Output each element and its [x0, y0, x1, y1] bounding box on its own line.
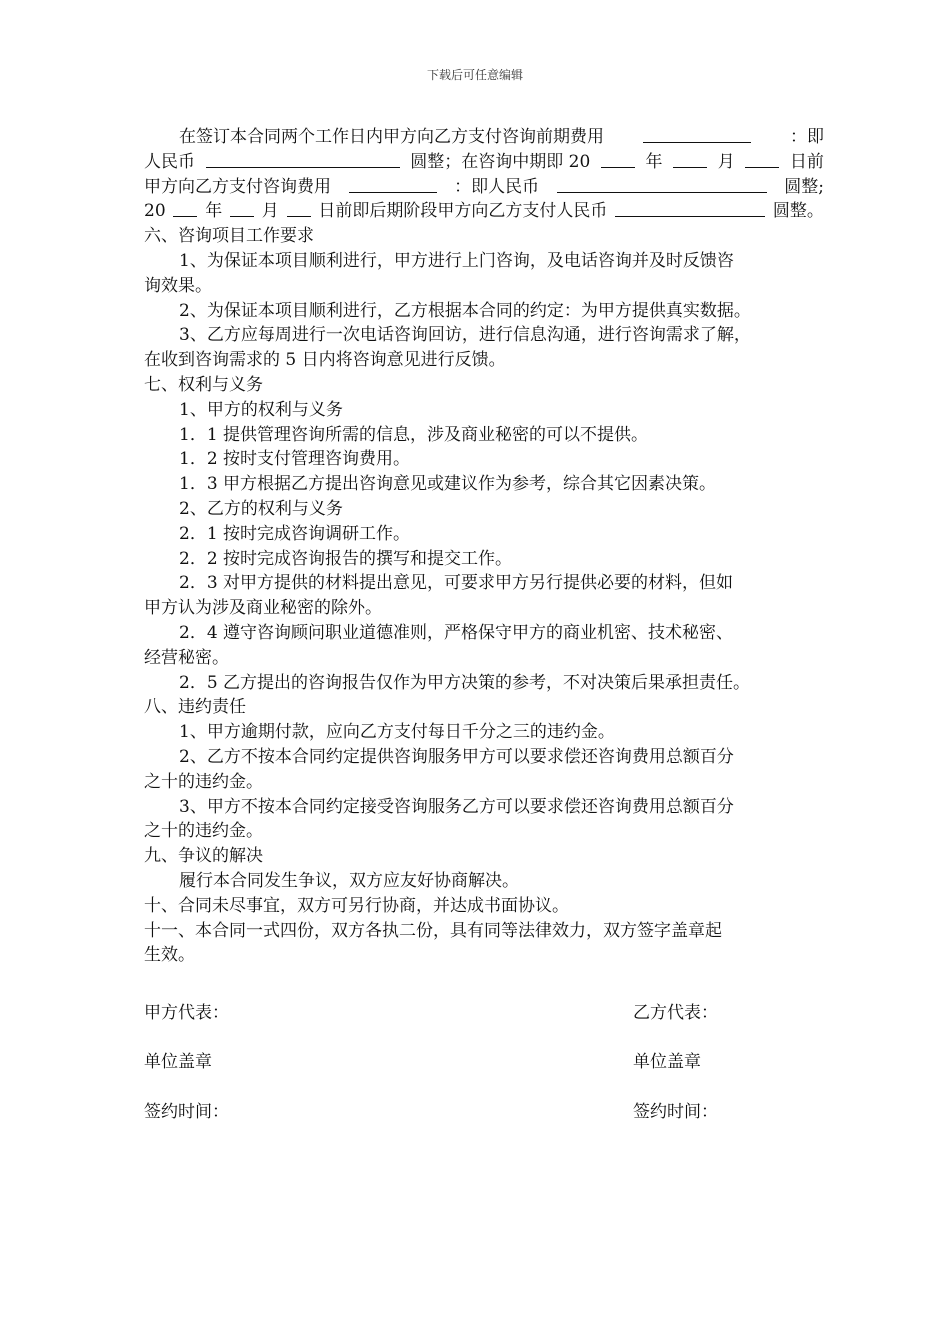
payment-text: 年 — [205, 201, 223, 222]
fill-blank[interactable] — [173, 199, 197, 217]
page-header-note: 下载后可任意编辑 — [426, 68, 523, 82]
payment-text: 圆整。 — [772, 201, 824, 222]
clause-text: 经营秘密。 — [144, 647, 229, 668]
payment-text: 在签订本合同两个工作日内甲方向乙方支付咨询前期费用 — [179, 127, 604, 147]
payment-text: 月 — [717, 151, 735, 172]
payment-text: 20 — [144, 201, 166, 222]
party-a-sign-date-label: 签约时间： — [144, 1102, 229, 1122]
clause-text: 2、乙方不按本合同约定提供咨询服务甲方可以要求偿还咨询费用总额百分 — [179, 746, 734, 767]
clause-text: 2、为保证本项目顺利进行，乙方根据本合同的约定：为甲方提供真实数据。 — [179, 300, 751, 321]
clause-text: 1．1 提供管理咨询所需的信息，涉及商业秘密的可以不提供。 — [179, 424, 649, 445]
clause-text: 2、乙方的权利与义务 — [179, 498, 343, 519]
clause-text: 1．3 甲方根据乙方提出咨询意见或建议作为参考，综合其它因素决策。 — [179, 474, 717, 495]
contract-body — [144, 125, 824, 968]
fill-blank[interactable] — [601, 150, 635, 168]
clause-text: 甲方认为涉及商业秘密的除外。 — [144, 598, 382, 619]
payment-text: 圆整；在咨询中期即 20 — [410, 151, 591, 172]
clause-text: 2．4 遵守咨询顾问职业道德准则，严格保守甲方的商业机密、技术秘密、 — [179, 622, 734, 643]
section-heading: 六、咨询项目工作要求 — [144, 226, 314, 247]
clause-text: 2．1 按时完成咨询调研工作。 — [179, 523, 411, 544]
payment-line-4 — [144, 199, 824, 224]
payment-text: 日前 — [789, 151, 824, 172]
fill-blank[interactable] — [643, 125, 751, 143]
party-b-sign-date-label: 签约时间： — [633, 1102, 718, 1122]
party-a-representative-label: 甲方代表： — [144, 1003, 229, 1023]
clause-text: 1．2 按时支付管理咨询费用。 — [179, 449, 411, 470]
clause-text: 履行本合同发生争议，双方应友好协商解决。 — [179, 870, 519, 891]
clause-text: 2．5 乙方提出的咨询报告仅作为甲方决策的参考，不对决策后果承担责任。 — [179, 672, 751, 693]
section-heading: 八、违约责任 — [144, 697, 246, 718]
payment-line-1 — [144, 125, 824, 150]
clause-text: 2．3 对甲方提供的材料提出意见，可要求甲方另行提供必要的材料，但如 — [179, 573, 734, 594]
fill-blank[interactable] — [673, 150, 707, 168]
clause-text: 询效果。 — [144, 275, 212, 296]
clause-text: 1、甲方逾期付款，应向乙方支付每日千分之三的违约金。 — [179, 722, 615, 743]
fill-blank[interactable] — [557, 175, 767, 193]
payment-line-3 — [144, 175, 824, 200]
section-heading: 十、合同未尽事宜，双方可另行协商，并达成书面协议。 — [144, 895, 569, 916]
fill-blank[interactable] — [287, 199, 311, 217]
clause-text: 1、甲方的权利与义务 — [179, 399, 343, 420]
payment-text: 日前即后期阶段甲方向乙方支付人民币 — [318, 201, 608, 222]
clause-text: 3、甲方不按本合同约定接受咨询服务乙方可以要求偿还咨询费用总额百分 — [179, 796, 734, 817]
party-b-seal-label: 单位盖章 — [633, 1052, 701, 1072]
payment-text: 年 — [645, 151, 663, 172]
fill-blank[interactable] — [745, 150, 779, 168]
party-a-seal-label: 单位盖章 — [144, 1052, 212, 1072]
party-b-representative-label: 乙方代表： — [633, 1003, 718, 1023]
clause-text: 3、乙方应每周进行一次电话咨询回访，进行信息沟通，进行咨询需求了解， — [179, 325, 751, 346]
payment-line-2 — [144, 150, 824, 175]
payment-text: ：即 — [790, 127, 824, 147]
clause-text: 2．2 按时完成咨询报告的撰写和提交工作。 — [179, 548, 513, 569]
fill-blank[interactable] — [206, 150, 400, 168]
clause-text: 1、为保证本项目顺利进行，甲方进行上门咨询，及电话咨询并及时反馈咨 — [179, 250, 734, 271]
payment-text: ：即人民币 — [454, 176, 540, 197]
section-heading: 九、争议的解决 — [144, 846, 263, 867]
section-heading: 七、权利与义务 — [144, 374, 263, 395]
payment-text: 月 — [261, 201, 279, 222]
section-heading: 十一、本合同一式四份，双方各执二份，具有同等法律效力，双方签字盖章起 — [144, 920, 722, 941]
clause-text: 生效。 — [144, 945, 195, 966]
payment-text: 甲方向乙方支付咨询费用 — [144, 176, 331, 197]
payment-text: 圆整; — [784, 176, 824, 197]
fill-blank[interactable] — [230, 199, 254, 217]
clause-text: 之十的违约金。 — [144, 821, 263, 842]
payment-text: 人民币 — [144, 151, 195, 172]
fill-blank[interactable] — [349, 175, 437, 193]
fill-blank[interactable] — [615, 199, 765, 217]
clause-text: 之十的违约金。 — [144, 771, 263, 792]
clause-text: 在收到咨询需求的 5 日内将咨询意见进行反馈。 — [144, 350, 506, 371]
